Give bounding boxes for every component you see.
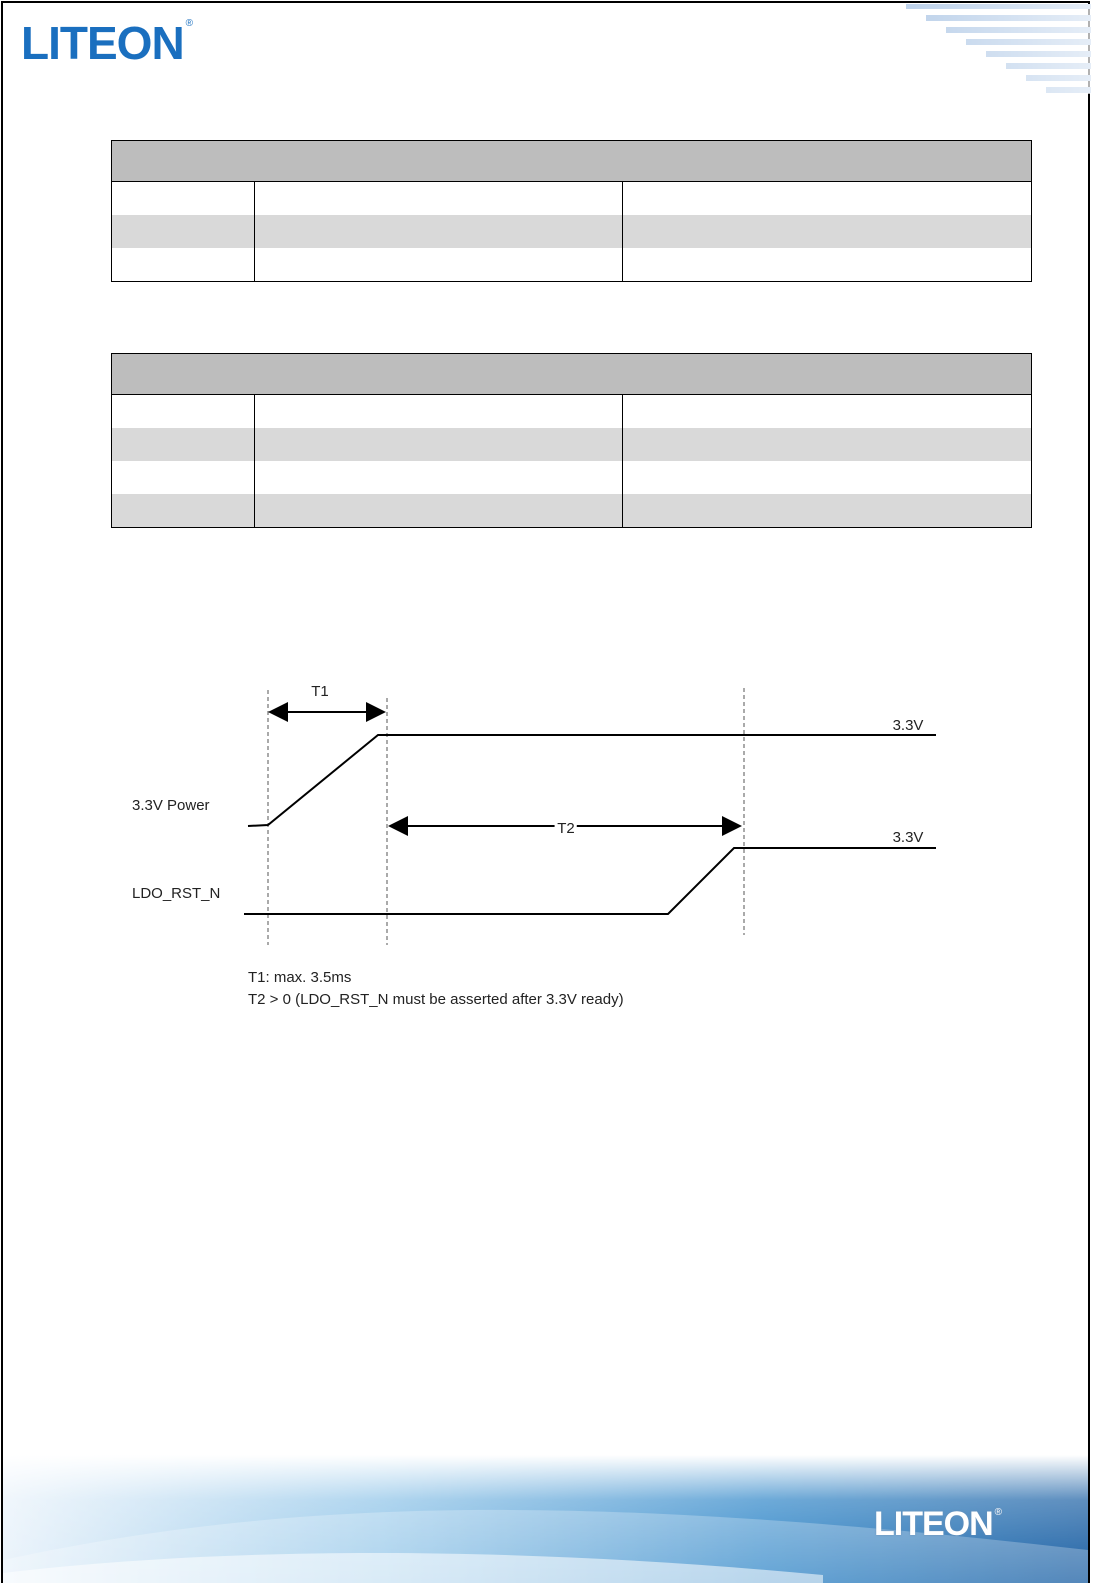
- footer-liteon-logo: [874, 1505, 1001, 1544]
- table-cell: [255, 395, 623, 429]
- logo-text: LITEON: [21, 17, 184, 69]
- table-cell: [623, 248, 1032, 282]
- reset-level-label: 3.3V: [892, 829, 924, 846]
- table-cell: [255, 428, 623, 461]
- spec-table-2: [111, 353, 1032, 528]
- table-cell: [112, 461, 255, 494]
- power-waveform: [248, 735, 936, 826]
- table-cell: [623, 215, 1032, 248]
- table-cell: [623, 494, 1032, 528]
- power-sequence-timing-diagram: [120, 670, 960, 1030]
- header-stripes-graphic: [811, 4, 1091, 94]
- table-cell: [255, 182, 623, 216]
- table-cell: [623, 395, 1032, 429]
- table-title: [112, 141, 1032, 182]
- spec-table-1: [111, 140, 1032, 282]
- registered-mark: ®: [185, 18, 193, 29]
- reset-signal-label: LDO_RST_N: [132, 885, 221, 902]
- t1-note: T1: max. 3.5ms: [248, 969, 352, 986]
- table-cell: [112, 215, 255, 248]
- table-cell: [623, 182, 1032, 216]
- table-cell: [255, 461, 623, 494]
- power-signal-label: 3.3V Power: [132, 797, 210, 814]
- table-cell: [255, 248, 623, 282]
- table-cell: [255, 494, 623, 528]
- table-cell: [255, 215, 623, 248]
- table-cell: [112, 395, 255, 429]
- table-cell: [112, 182, 255, 216]
- footer-logo-text: LITEON: [874, 1505, 993, 1543]
- liteon-logo: [21, 16, 192, 70]
- table-cell: [112, 428, 255, 461]
- footer-registered-mark: ®: [994, 1507, 1002, 1518]
- power-level-label: 3.3V: [892, 717, 924, 734]
- table-cell: [623, 428, 1032, 461]
- reset-waveform: [244, 848, 936, 914]
- table-cell: [112, 248, 255, 282]
- table-cell: [623, 461, 1032, 494]
- t2-label: T2: [557, 820, 575, 837]
- t1-label: T1: [311, 683, 329, 700]
- t2-note: T2 > 0 (LDO_RST_N must be asserted after 3.3V ready): [248, 991, 624, 1008]
- table-cell: [112, 494, 255, 528]
- table-title: [112, 354, 1032, 395]
